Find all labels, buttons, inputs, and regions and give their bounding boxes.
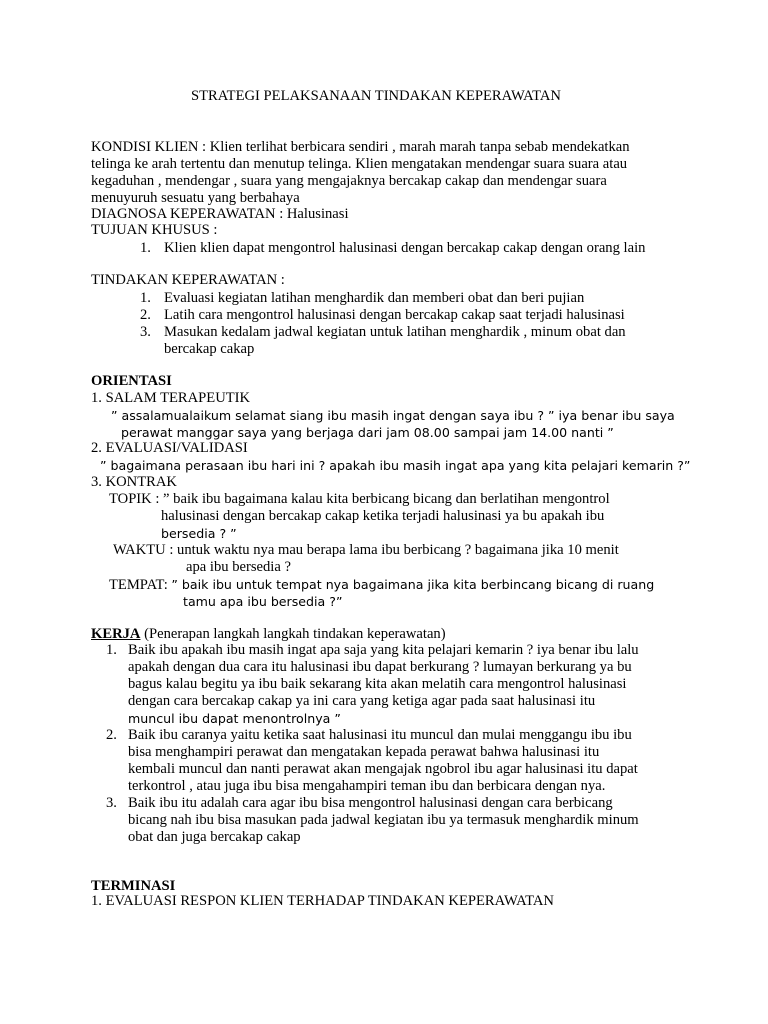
terminasi-heading: TERMINASI <box>91 878 176 894</box>
tindakan-item-number: 1. <box>140 290 151 306</box>
evaluasi-line: ” bagaimana perasaan ibu hari ini ? apakah ibu masih ingat apa yang kita pelajari kemarin ?” <box>100 458 691 473</box>
kerja-item-number: 1. <box>106 642 117 658</box>
kerja-heading: KERJA <box>91 626 141 642</box>
kerja-item-text: Baik ibu itu adalah cara agar ibu bisa mengontrol halusinasi dengan cara berbicang <box>128 795 613 811</box>
kerja-item-number: 3. <box>106 795 117 811</box>
topik-line: bersedia ? ” <box>161 526 237 541</box>
kontrak-heading: 3. KONTRAK <box>91 474 177 490</box>
kerja-item-text: dengan cara bercakap cakap ya ini cara yang ketiga agar pada saat halusinasi itu <box>128 693 596 709</box>
tempat-line: tamu apa ibu bersedia ?” <box>183 594 343 609</box>
salam-line: perawat manggar saya yang berjaga dari jam 08.00 sampai jam 14.00 nanti ” <box>121 425 614 440</box>
kerja-item-text: bisa menghampiri perawat dan mengatakan kepada perawat bahwa halusinasi itu <box>128 744 600 760</box>
kondisi-line: menuyuruh sesuatu yang berbahaya <box>91 190 300 206</box>
kerja-item-text: muncul ibu dapat menontrolnya ” <box>128 711 341 726</box>
tempat-line <box>109 576 654 594</box>
kerja-item-text: kembali muncul dan nanti perawat akan mengajak ngobrol ibu agar halusinasi itu dapat <box>128 761 638 777</box>
terminasi-line: 1. EVALUASI RESPON KLIEN TERHADAP TINDAKAN KEPERAWATAN <box>91 893 554 909</box>
tindakan-heading: TINDAKAN KEPERAWATAN : <box>91 272 285 288</box>
tempat-text: ” baik ibu untuk tempat nya bagaimana jika kita berbincang bicang di ruang <box>171 577 655 592</box>
tujuan-item-number: 1. <box>140 240 151 256</box>
document-title: STRATEGI PELAKSANAAN TINDAKAN KEPERAWATAN <box>191 88 561 104</box>
kerja-heading-line <box>91 626 446 643</box>
orientasi-heading: ORIENTASI <box>91 373 172 389</box>
topik-line: TOPIK : ” baik ibu bagaimana kalau kita berbicang bicang dan berlatihan mengontrol <box>109 491 610 507</box>
kerja-item-text: bicang nah ibu bisa masukan pada jadwal kegiatan ibu ya termasuk menghardik minum <box>128 812 639 828</box>
kerja-item-text: Baik ibu caranya yaitu ketika saat halusinasi itu muncul dan mulai menggangu ibu ibu <box>128 727 632 743</box>
tindakan-item-text: Latih cara mengontrol halusinasi dengan bercakap cakap saat terjadi halusinasi <box>164 307 625 323</box>
tujuan-heading: TUJUAN KHUSUS : <box>91 222 218 238</box>
evaluasi-heading: 2. EVALUASI/VALIDASI <box>91 440 248 456</box>
kerja-item-number: 2. <box>106 727 117 743</box>
kondisi-line: telinga ke arah tertentu dan menutup telinga. Klien mengatakan mendengar suara suara atau <box>91 156 628 172</box>
tindakan-item-number: 2. <box>140 307 151 323</box>
salam-line: ” assalamualaikum selamat siang ibu masih ingat dengan saya ibu ? ” iya benar ibu saya <box>111 408 675 423</box>
topik-line: halusinasi dengan bercakap cakap ketika terjadi halusinasi ya bu apakah ibu <box>161 508 605 524</box>
waktu-line: WAKTU : untuk waktu nya mau berapa lama ibu berbicang ? bagaimana jika 10 menit <box>113 542 619 558</box>
tindakan-item-text: bercakap cakap <box>164 341 255 357</box>
tujuan-item-text: Klien klien dapat mengontrol halusinasi dengan bercakap cakap dengan orang lain <box>164 240 646 256</box>
tindakan-item-text: Evaluasi kegiatan latihan menghardik dan memberi obat dan beri pujian <box>164 290 585 306</box>
waktu-line: apa ibu bersedia ? <box>186 559 291 575</box>
salam-heading: 1. SALAM TERAPEUTIK <box>91 390 251 406</box>
diagnosa-line: DIAGNOSA KEPERAWATAN : Halusinasi <box>91 206 349 222</box>
kondisi-line: kegaduhan , mendengar , suara yang mengajaknya bercakap cakap dan mendengar suara <box>91 173 607 189</box>
kerja-item-text: Baik ibu apakah ibu masih ingat apa saja yang kita pelajari kemarin ? iya benar ibu lalu <box>128 642 639 658</box>
tempat-label: TEMPAT: <box>109 577 172 593</box>
tindakan-item-text: Masukan kedalam jadwal kegiatan untuk latihan menghardik , minum obat dan <box>164 324 626 340</box>
kondisi-line: KONDISI KLIEN : Klien terlihat berbicara sendiri , marah marah tanpa sebab mendekatkan <box>91 139 630 155</box>
kerja-item-text: terkontrol , atau juga ibu bisa mengahampiri teman ibu dan berbicara dengan nya. <box>128 778 606 794</box>
kerja-item-text: bagus kalau begitu ya ibu baik sekarang kita akan melatih cara mengontrol halusinasi <box>128 676 627 692</box>
tindakan-item-number: 3. <box>140 324 151 340</box>
kerja-subtitle: (Penerapan langkah langkah tindakan keperawatan) <box>140 626 446 642</box>
kerja-item-text: obat dan juga bercakap cakap <box>128 829 301 845</box>
kerja-item-text: apakah dengan dua cara itu halusinasi ibu dapat berkurang ? lumayan berkurang ya bu <box>128 659 632 675</box>
